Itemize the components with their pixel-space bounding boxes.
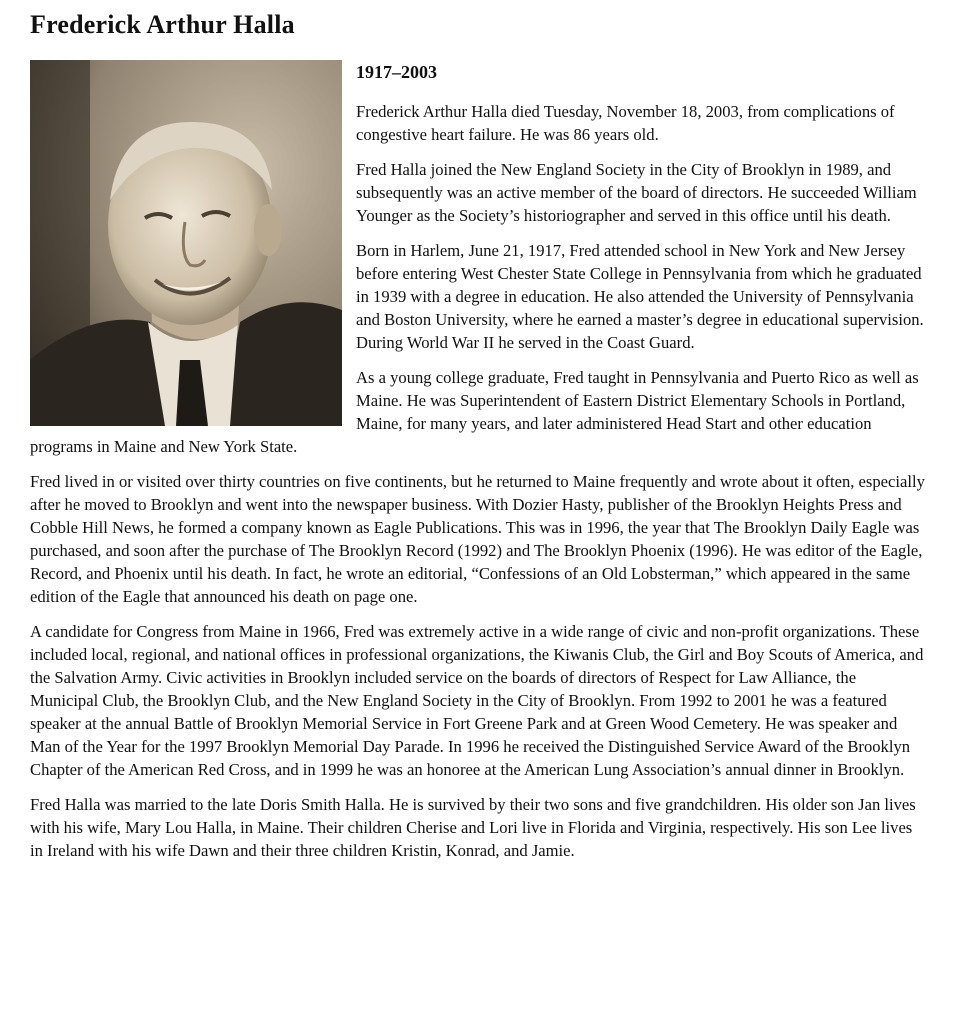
paragraph-newspaper: Fred lived in or visited over thirty countries on five continents, but he returned to Maine frequently and wrote about it often, especially after he moved to Brooklyn and went into the newspaper business. With Dozier Hasty, publisher of the Brooklyn Heights Press and Cobble Hill News, he formed a company known as Eagle Publications. This was in 1996, the year that The Brooklyn Daily Eagle was purchased, and soon after the purchase of The Brooklyn Record (1992) and The Brooklyn Phoenix (1996). He was editor of the Eagle, Record, and Phoenix until his death. In fact, he wrote an editorial, “Confessions of an Old Lobsterman,” which appeared in the same edition of the Eagle that announced his death on page one.: [30, 472, 925, 606]
paragraph-career: As a young college graduate, Fred taught in Pennsylvania and Puerto Rico as well as Maine. He was Superintendent of Eastern District Elementary Schools in Portland, Maine, for many years, and later administered Head Start and other education programs in Maine and New York State.: [30, 368, 919, 456]
life-years: 1917–2003: [356, 62, 437, 82]
paragraph-death: Frederick Arthur Halla died Tuesday, November 18, 2003, from complications of congestive heart failure. He was 86 years old.: [356, 102, 895, 144]
obituary-body: [30, 100, 926, 874]
paragraph-early-life: Born in Harlem, June 21, 1917, Fred attended school in New York and New Jersey before entering West Chester State College in Pennsylvania from which he graduated in 1939 with a degree in education. He also attended the University of Pennsylvania and Boston University, where he earned a master’s degree in educational supervision. During World War II he served in the Coast Guard.: [356, 241, 924, 352]
paragraph-civic: A candidate for Congress from Maine in 1966, Fred was extremely active in a wide range of civic and non-profit organizations. These included local, regional, and national offices in professional organizations, the Kiwanis Club, the Girl and Boy Scouts of America, and the Salvation Army. Civic activities in Brooklyn included service on the boards of directors of Respect for Law Alliance, the Municipal Club, the Brooklyn Club, and the New England Society in the City of Brooklyn. From 1992 to 2001 he was a featured speaker at the annual Battle of Brooklyn Memorial Service in Fort Greene Park and at Green Wood Cemetery. He was speaker and Man of the Year for the 1997 Brooklyn Memorial Day Parade. In 1996 he received the Distinguished Service Award of the Brooklyn Chapter of the American Red Cross, and in 1999 he was an honoree at the American Lung Association’s annual dinner in Brooklyn.: [30, 622, 924, 779]
paragraph-family: Fred Halla was married to the late Doris Smith Halla. He is survived by their two sons and five grandchildren. His older son Jan lives with his wife, Mary Lou Halla, in Maine. Their children Cherise and Lori live in Florida and Virginia, respectively. His son Lee lives in Ireland with his wife Dawn and their three children Kristin, Konrad, and Jamie.: [30, 795, 916, 860]
paragraph-society: Fred Halla joined the New England Society in the City of Brooklyn in 1989, and subsequently was an active member of the board of directors. He succeeded William Younger as the Society’s historiographer and served in this office until his death.: [356, 160, 917, 225]
page-title: Frederick Arthur Halla: [30, 10, 295, 39]
